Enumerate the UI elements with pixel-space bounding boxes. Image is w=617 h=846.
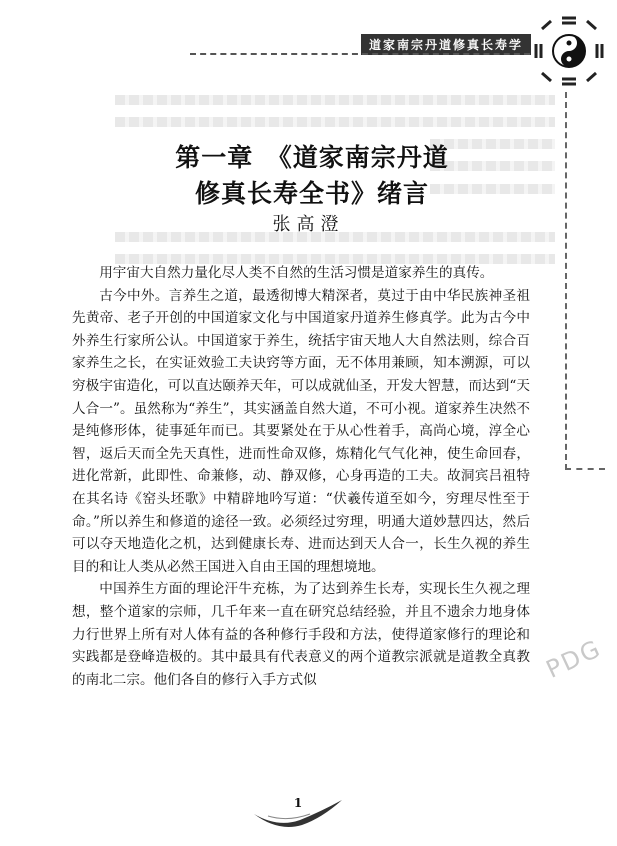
chapter-title-line-2: 修真长寿全书》绪言 [194, 179, 429, 208]
body-text [72, 262, 530, 691]
paragraph: 古今中外。言养生之道，最透彻博大精深者，莫过于由中华民族神圣祖先黄帝、老子开创的中国道家文化与中国道家丹道养生修真学。此为古今中外养生行家所公认。中国道家于养生，统括宇宙天地人大自然法则，综合百家养生之长，在实证效验工夫诀窍等方面，无不体用兼顾，知本溯源，可以穷极宇宙造化，可以直达颐养天年，可以成就仙圣，开发大智慧，而达到“天人合一”。虽然称为“养生”，其实涵盖自然大道，不可小视。道家养生决然不是纯修形体，徒事延年而已。其要紧处在于从心性着手，高尚心境，淳全心智，返后天而全先天真性，进而性命双修，炼精化气气化神，使生命回春，进化常新，此即性、命兼修，动、静双修，心身再造的工夫。故洞宾吕祖特在其名诗《窑头坯歌》中精辟地吟写道：“伏羲传道至如今，穷理尽性至于命。”所以养生和修道的途径一致。必须经过穷理，明通大道妙慧四达，然后可以夺天地造化之机，达到健康长寿、进而达到天人合一，长生久视的养生目的和让人类从必然王国进入自由王国的理想境地。 [72, 287, 530, 575]
running-header: 道家南宗丹道修真长寿学 [361, 34, 531, 55]
margin-dashed-rule [565, 92, 567, 470]
margin-dashed-tick [565, 468, 605, 470]
bagua-emblem-icon [532, 14, 606, 88]
paragraph: 用宇宙大自然力量化尽人类不自然的生活习惯是道家养生的真传。 [99, 265, 494, 281]
chapter-title-line-1: 第一章 《道家南宗丹道 [175, 143, 449, 172]
chapter-title [112, 140, 512, 212]
author-name: 张高澄 [272, 214, 345, 235]
watermark: PDG [541, 634, 606, 684]
bleed-through-texture [115, 95, 555, 105]
bleed-through-texture [115, 117, 555, 127]
header-dashed-rule [190, 53, 530, 55]
page-number: 1 [293, 796, 303, 810]
paragraph: 中国养生方面的理论汗牛充栋，为了达到养生长寿，实现长生久视之理想，整个道家的宗师，几千年来一直在研究总结经验，并且不遗余力地身体力行世界上所有对人体有益的各种修行手段和方法，使得道家修行的理论和实践都是登峰造极的。其中最具有代表意义的两个道教宗派就是道教全真教的南北二宗。他们各自的修行入手方式似 [72, 581, 530, 688]
